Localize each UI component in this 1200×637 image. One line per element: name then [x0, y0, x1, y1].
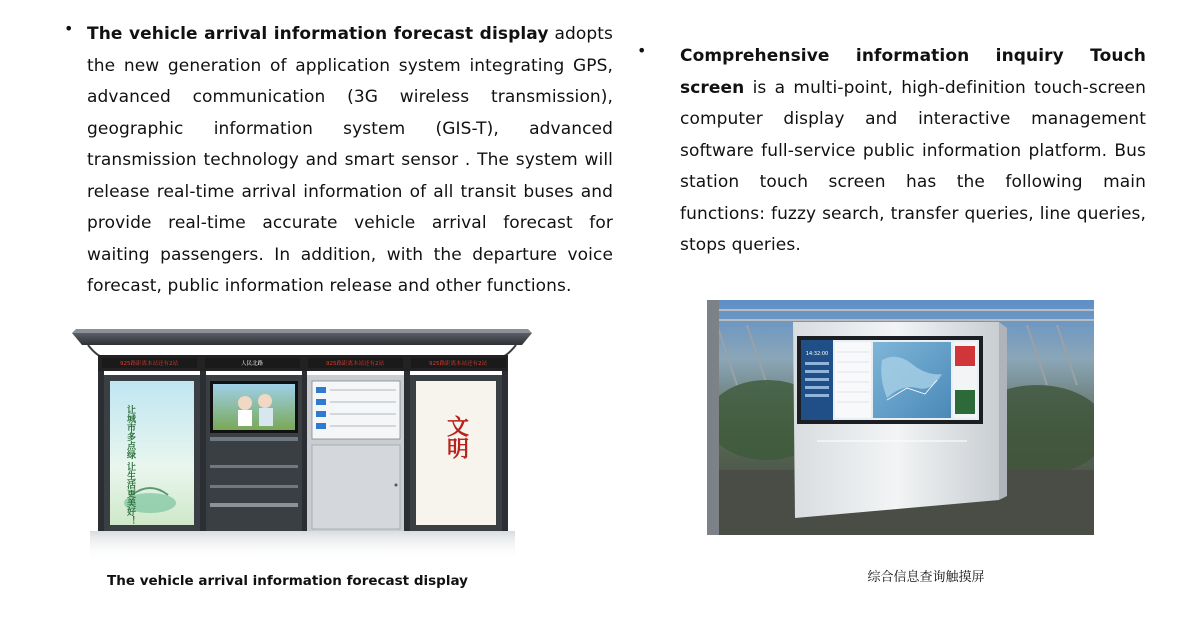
kiosk-clock: 14:32:00 — [805, 351, 829, 357]
right-poster-text: 文明 — [443, 415, 469, 459]
shelter-sign-1: 925路距离本站还有2站 — [120, 361, 178, 367]
right-column — [637, 41, 1146, 262]
shelter-sign-4: 925路距离本站还有2站 — [429, 361, 487, 367]
right-bold-lead: Comprehensive information inquiry Touch screen — [680, 46, 1146, 98]
shelter-sign-2: 人民北路 — [240, 361, 264, 367]
kiosk-photo-image — [707, 300, 1094, 535]
right-paragraph — [680, 41, 1146, 262]
bullet-marker: • — [64, 19, 74, 38]
left-paragraph — [87, 19, 613, 303]
left-image-caption: The vehicle arrival information forecast display — [107, 573, 468, 589]
left-poster-text: 让城市多点绿 让生活更美好！ — [125, 405, 135, 526]
right-image-caption: 综合信息查询触摸屏 — [867, 570, 985, 585]
right-bullet-item — [637, 41, 1146, 262]
bullet-marker: • — [637, 41, 647, 60]
touch-screen-kiosk-photo — [707, 300, 1094, 535]
left-bullet-item — [64, 19, 613, 303]
bus-shelter-image — [70, 325, 535, 565]
left-body-text: adopts the new generation of application system integrating GPS, advanced communication (3G wireless transmission), geographic information system (GIS-T), advanced transmission technology and smart sensor . The system will release real-time arrival information of all transit buses and provide real-time accurate vehicle arrival forecast for waiting passengers. In addition, with the departure voice forecast, public information release and other functions. — [87, 24, 613, 296]
left-column — [64, 19, 613, 303]
right-body-text: is a multi-point, high-definition touch-screen computer display and interactive management software full-service public information platform. Bus station touch screen has the following main functions: fuzzy search, transfer queries, line queries, stops queries. — [680, 77, 1146, 255]
shelter-sign-3: 925路距离本站还有2站 — [326, 361, 384, 367]
left-bold-lead: The vehicle arrival information forecast display — [87, 24, 549, 44]
